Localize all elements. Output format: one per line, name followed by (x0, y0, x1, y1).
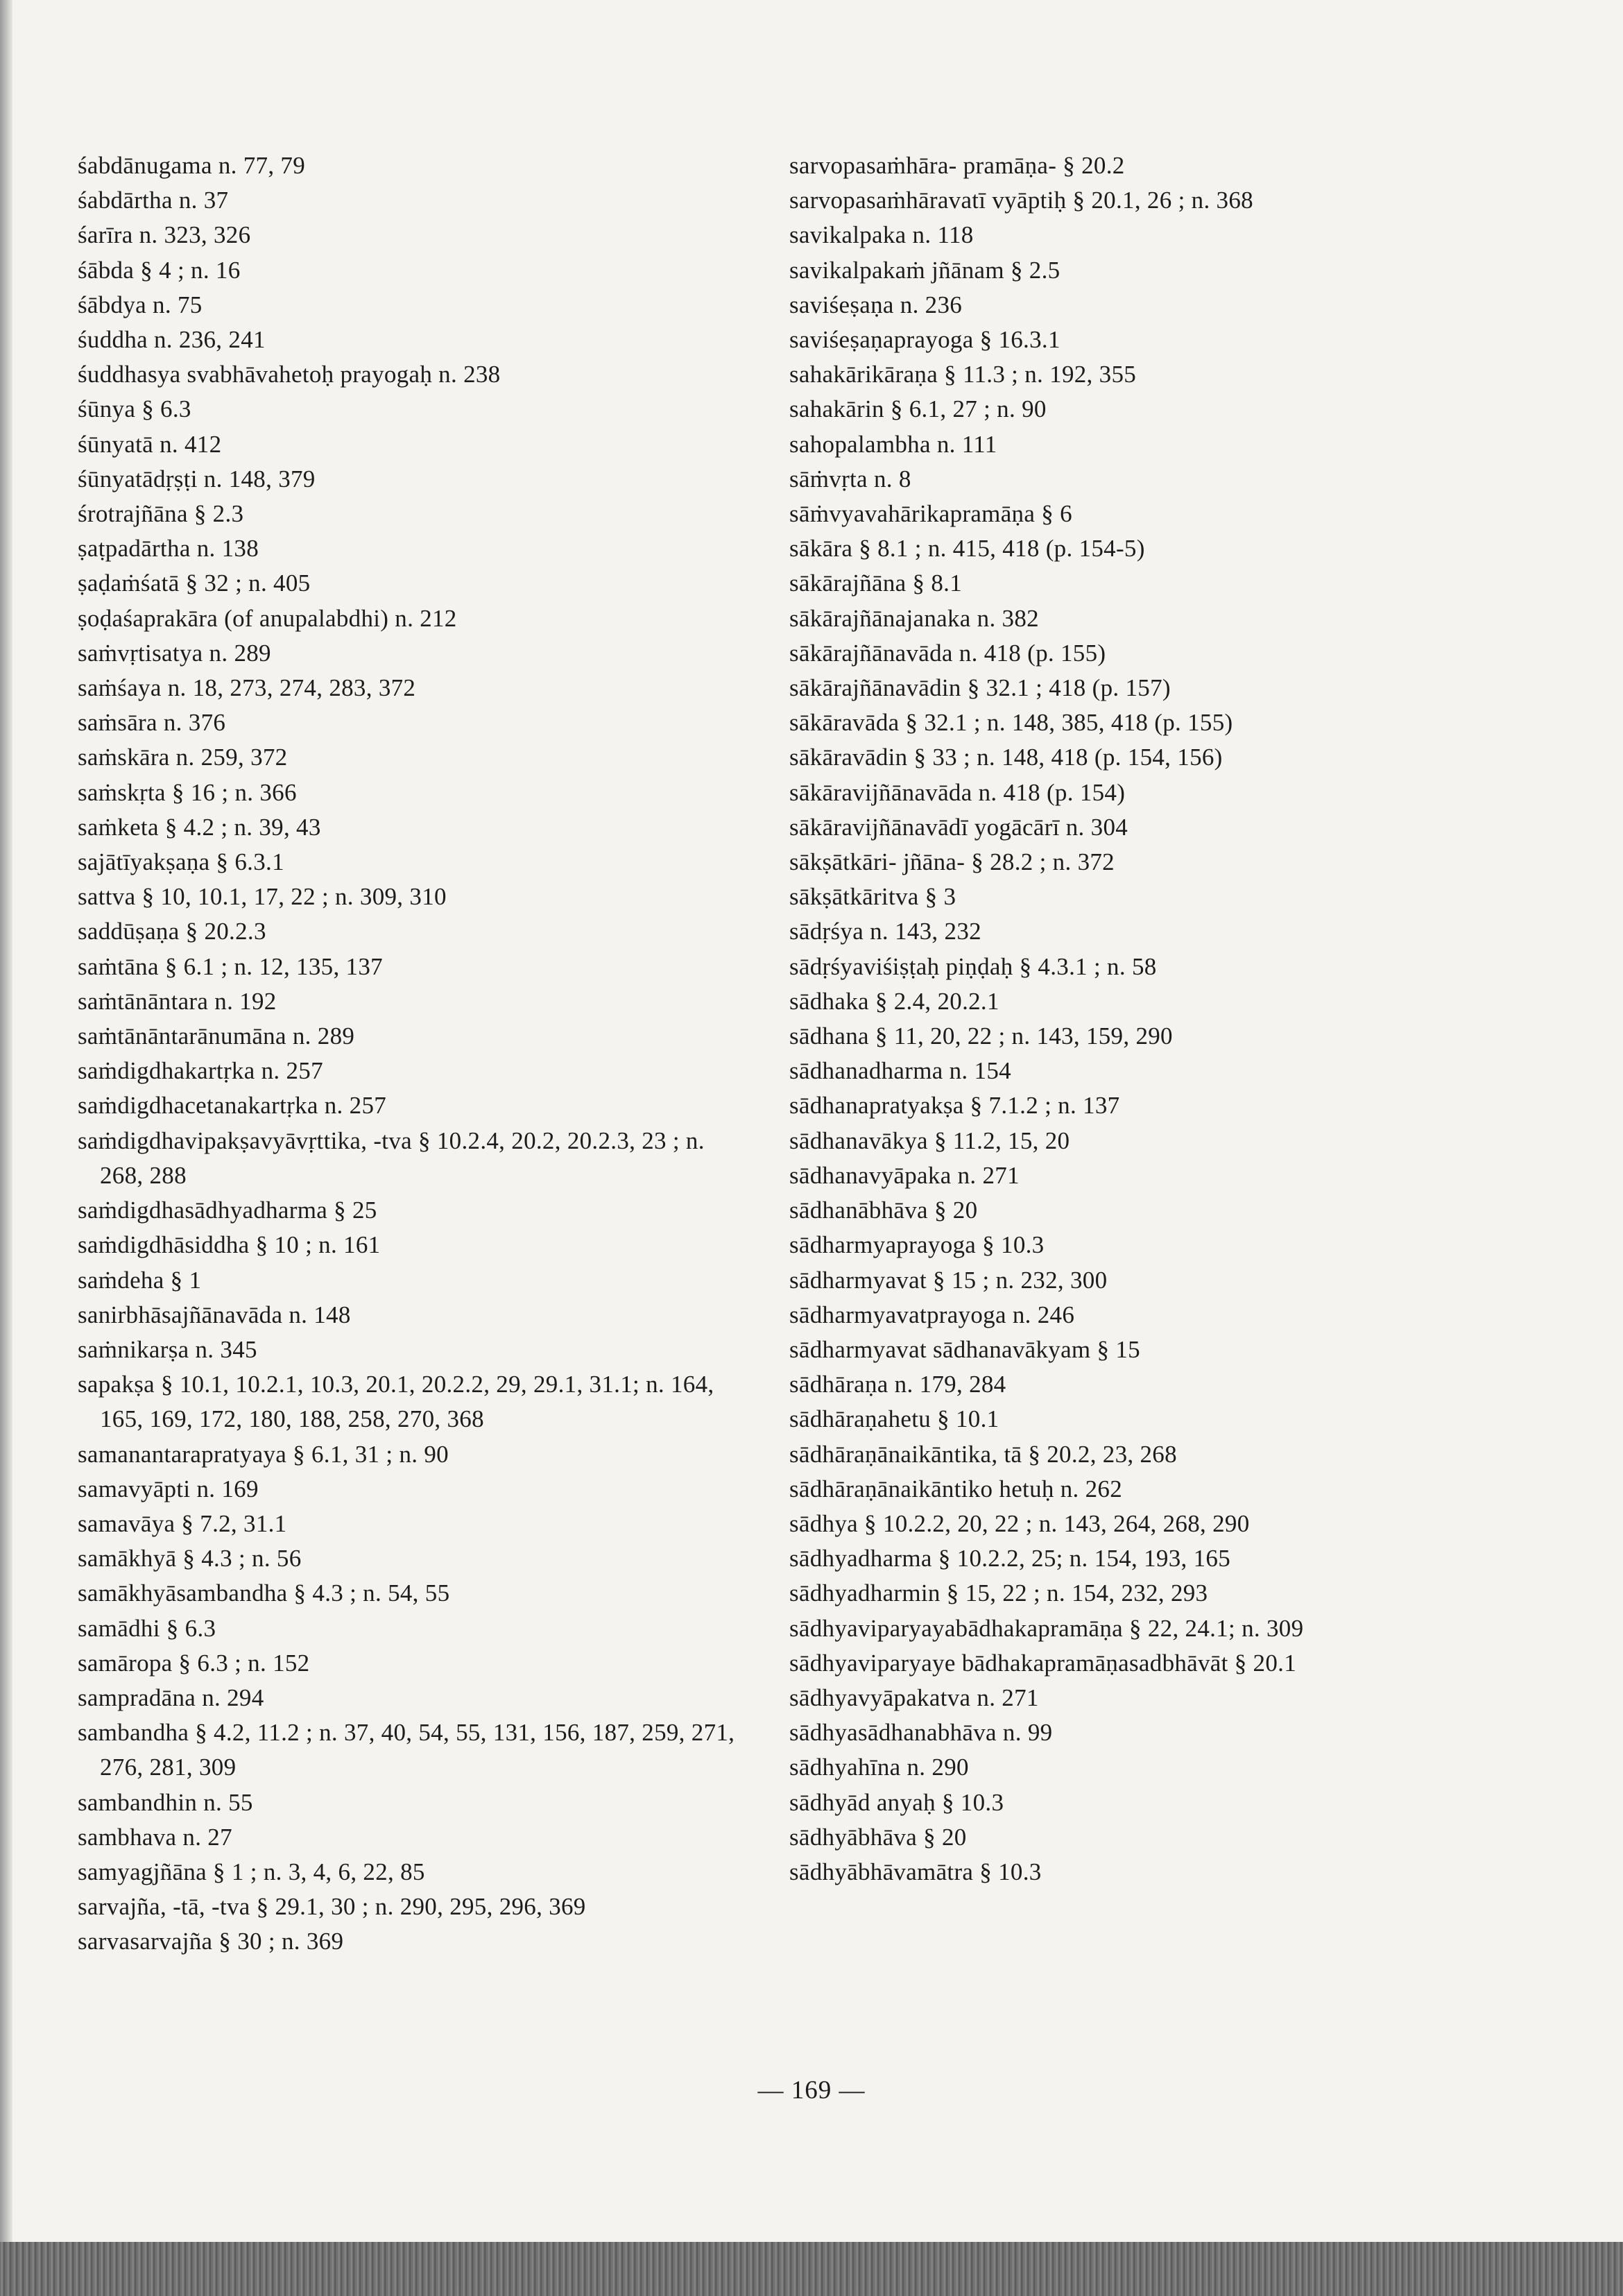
index-entry: śūnyatādṛṣṭi n. 148, 379 (78, 465, 316, 492)
index-entry: sādhyahīna n. 290 (789, 1754, 969, 1781)
index-entry: sahakārin § 6.1, 27 ; n. 90 (789, 395, 1047, 423)
index-entry: sampradāna n. 294 (78, 1684, 264, 1711)
index-entry: sādhaka § 2.4, 20.2.1 (789, 987, 999, 1015)
index-entry: sākāravijñānavāda n. 418 (p. 154) (789, 778, 1126, 806)
index-entry: sarvajña, -tā, -tva § 29.1, 30 ; n. 290, 295, 296, 369 (78, 1893, 586, 1921)
index-entry: sattva § 10, 10.1, 17, 22 ; n. 309, 310 (78, 883, 447, 911)
index-entry: sākārajñānajanaka n. 382 (789, 604, 1039, 632)
index-entry: sādhyavyāpakatva n. 271 (789, 1684, 1039, 1711)
index-entry: saṁdigdhacetanakartṛka n. 257 (78, 1092, 387, 1120)
index-entry: saṁketa § 4.2 ; n. 39, 43 (78, 813, 321, 841)
index-entry: sādṛśyaviśiṣṭaḥ piṇḍaḥ § 4.3.1 ; n. 58 (789, 952, 1157, 980)
index-entry: sākṣātkāri- jñāna- § 28.2 ; n. 372 (789, 848, 1115, 876)
index-entry: sādhyābhāva § 20 (789, 1823, 967, 1851)
index-entry: saṁtānāntara n. 192 (78, 987, 277, 1015)
index-entry: sādhanavyāpaka n. 271 (789, 1161, 1020, 1189)
index-entry: samādhi § 6.3 (78, 1614, 216, 1642)
index-entry: savikalpakaṁ jñānam § 2.5 (789, 256, 1060, 284)
index-entry: saviśeṣaṇaprayoga § 16.3.1 (789, 326, 1060, 354)
index-entry: ṣoḍaśaprakāra (of anupalabdhi) n. 212 (78, 604, 457, 632)
index-entry: sādhāraṇānaikāntiko hetuḥ n. 262 (789, 1475, 1123, 1502)
index-entry: śābdya n. 75 (78, 291, 203, 318)
index-entry: sādhyaviparyaye bādhakapramāṇasadbhāvāt § 20.1 (789, 1649, 1297, 1677)
index-entry: sākārajñānavāda n. 418 (p. 155) (789, 639, 1106, 667)
index-entry: saṁdigdhavipakṣavyāvṛttika, -tva § 10.2.4, 20.2, 20.2.3, 23 ; n. 268, 288 (78, 1126, 705, 1189)
index-entry: saṁdigdhakartṛka n. 257 (78, 1057, 323, 1085)
index-entry: samāropa § 6.3 ; n. 152 (78, 1649, 310, 1677)
index-entry: sahakārikāraṇa § 11.3 ; n. 192, 355 (789, 361, 1137, 388)
index-entry: sādṛśya n. 143, 232 (789, 918, 981, 945)
index-entry: śarīra n. 323, 326 (78, 221, 251, 249)
index-entry: sādhyadharmin § 15, 22 ; n. 154, 232, 293 (789, 1579, 1208, 1607)
index-entry: sādhana § 11, 20, 22 ; n. 143, 159, 290 (789, 1022, 1173, 1050)
index-entry: saṁtānāntarānumāna n. 289 (78, 1022, 355, 1050)
index-entry: sapakṣa § 10.1, 10.2.1, 10.3, 20.1, 20.2.2, 29, 29.1, 31.1; n. 164, 165, 169, 172, 180, 188, 258, 270, 368 (78, 1371, 714, 1433)
index-entry: savikalpaka n. 118 (789, 221, 974, 249)
index-entry: saṁskāra n. 259, 372 (78, 744, 288, 771)
index-entry: sādharmyavatprayoga n. 246 (789, 1301, 1075, 1328)
index-entry: sambandhin n. 55 (78, 1788, 253, 1816)
index-entry: sādhāraṇa n. 179, 284 (789, 1371, 1006, 1398)
index-entry: sambhava n. 27 (78, 1823, 232, 1851)
index-entry: saṁdigdhāsiddha § 10 ; n. 161 (78, 1231, 381, 1259)
index-entry: saṁvṛtisatya n. 289 (78, 639, 271, 667)
index-entry: sarvopasaṁhāra- pramāṇa- § 20.2 (789, 152, 1125, 179)
index-entry: sādhanadharma n. 154 (789, 1057, 1011, 1085)
index-entry: sākāra § 8.1 ; n. 415, 418 (p. 154-5) (789, 535, 1145, 563)
index-entry: sahopalambha n. 111 (789, 430, 997, 458)
index-entry: sādhyaviparyayabādhakapramāṇa § 22, 24.1; n. 309 (789, 1614, 1304, 1642)
index-column-left (78, 148, 737, 1960)
index-entry: sādharmyavat sādhanavākyam § 15 (789, 1335, 1140, 1363)
index-entry: sākārajñānavādin § 32.1 ; 418 (p. 157) (789, 674, 1171, 702)
page-number: — 169 — (757, 2076, 866, 2105)
index-entry: saṁtāna § 6.1 ; n. 12, 135, 137 (78, 952, 383, 980)
index-entry: samākhyāsambandha § 4.3 ; n. 54, 55 (78, 1579, 450, 1607)
index-entry: sākāravādin § 33 ; n. 148, 418 (p. 154, 156) (789, 744, 1223, 771)
index-entry: sādhāraṇānaikāntika, tā § 20.2, 23, 268 (789, 1440, 1177, 1468)
index-entry: sākārajñāna § 8.1 (789, 569, 963, 597)
index-entry: samākhyā § 4.3 ; n. 56 (78, 1545, 302, 1573)
index-entry: sākāravāda § 32.1 ; n. 148, 385, 418 (p. 155) (789, 709, 1233, 737)
index-entry: sādhyadharma § 10.2.2, 25; n. 154, 193, 165 (789, 1545, 1231, 1573)
index-entry: sarvopasaṁhāravatī vyāptiḥ § 20.1, 26 ; n. 368 (789, 187, 1253, 214)
index-entry: saddūṣaṇa § 20.2.3 (78, 918, 266, 945)
index-entry: sādhanavākya § 11.2, 15, 20 (789, 1126, 1070, 1154)
index-entry: sākṣātkāritva § 3 (789, 883, 956, 911)
index-entry: sāṁvṛta n. 8 (789, 465, 911, 492)
index-entry: saṁdigdhasādhyadharma § 25 (78, 1197, 377, 1224)
index-entry: sajātīyakṣaṇa § 6.3.1 (78, 848, 284, 876)
index-entry: ṣaṭpadārtha n. 138 (78, 535, 259, 563)
index-entry: saṁdeha § 1 (78, 1266, 202, 1294)
index-entry: sādhyābhāvamātra § 10.3 (789, 1858, 1042, 1885)
index-entry: śābda § 4 ; n. 16 (78, 256, 241, 284)
scan-bottom-band (0, 2242, 1623, 2296)
index-entry: sambandha § 4.2, 11.2 ; n. 37, 40, 54, 55, 131, 156, 187, 259, 271, 276, 281, 309 (78, 1719, 735, 1781)
index-entry: sādhāraṇahetu § 10.1 (789, 1405, 999, 1433)
index-entry: sāṁvyavahārikapramāṇa § 6 (789, 500, 1072, 528)
index-entry: saviśeṣaṇa n. 236 (789, 291, 963, 318)
index-entry: sādharmyaprayoga § 10.3 (789, 1231, 1045, 1259)
index-entry: sarvasarvajña § 30 ; n. 369 (78, 1928, 344, 1955)
index-entry: śuddha n. 236, 241 (78, 326, 266, 354)
index-entry: saṁsāra n. 376 (78, 709, 226, 737)
index-entry: śabdārtha n. 37 (78, 187, 229, 214)
index-entry: samanantarapratyaya § 6.1, 31 ; n. 90 (78, 1440, 449, 1468)
index-entry: sādhyasādhanabhāva n. 99 (789, 1719, 1053, 1747)
scan-left-edge (0, 0, 12, 2296)
index-entry: śabdānugama n. 77, 79 (78, 152, 306, 179)
index-entry: saṁnikarṣa n. 345 (78, 1335, 257, 1363)
index-entry: sādhyād anyaḥ § 10.3 (789, 1788, 1004, 1816)
index-entry: ṣaḍaṁśatā § 32 ; n. 405 (78, 569, 311, 597)
index-entry: sādharmyavat § 15 ; n. 232, 300 (789, 1266, 1108, 1294)
index-entry: sākāravijñānavādī yogācārī n. 304 (789, 813, 1128, 841)
index-entry: samavyāpti n. 169 (78, 1475, 259, 1502)
index-entry: samyagjñāna § 1 ; n. 3, 4, 6, 22, 85 (78, 1858, 425, 1885)
index-entry: saṁśaya n. 18, 273, 274, 283, 372 (78, 674, 416, 702)
index-entry: samavāya § 7.2, 31.1 (78, 1509, 287, 1537)
index-entry: sādhanābhāva § 20 (789, 1197, 978, 1224)
index-entry: sādhanapratyakṣa § 7.1.2 ; n. 137 (789, 1092, 1120, 1120)
index-entry: śūnya § 6.3 (78, 395, 191, 423)
index-entry: sanirbhāsajñānavāda n. 148 (78, 1301, 351, 1328)
index-column-right (789, 148, 1483, 1890)
index-entry: saṁskṛta § 16 ; n. 366 (78, 778, 297, 806)
index-entry: śūnyatā n. 412 (78, 430, 222, 458)
index-entry: sādhya § 10.2.2, 20, 22 ; n. 143, 264, 268, 290 (789, 1509, 1250, 1537)
index-entry: śuddhasya svabhāvahetoḥ prayogaḥ n. 238 (78, 361, 501, 388)
index-entry: śrotrajñāna § 2.3 (78, 500, 244, 528)
